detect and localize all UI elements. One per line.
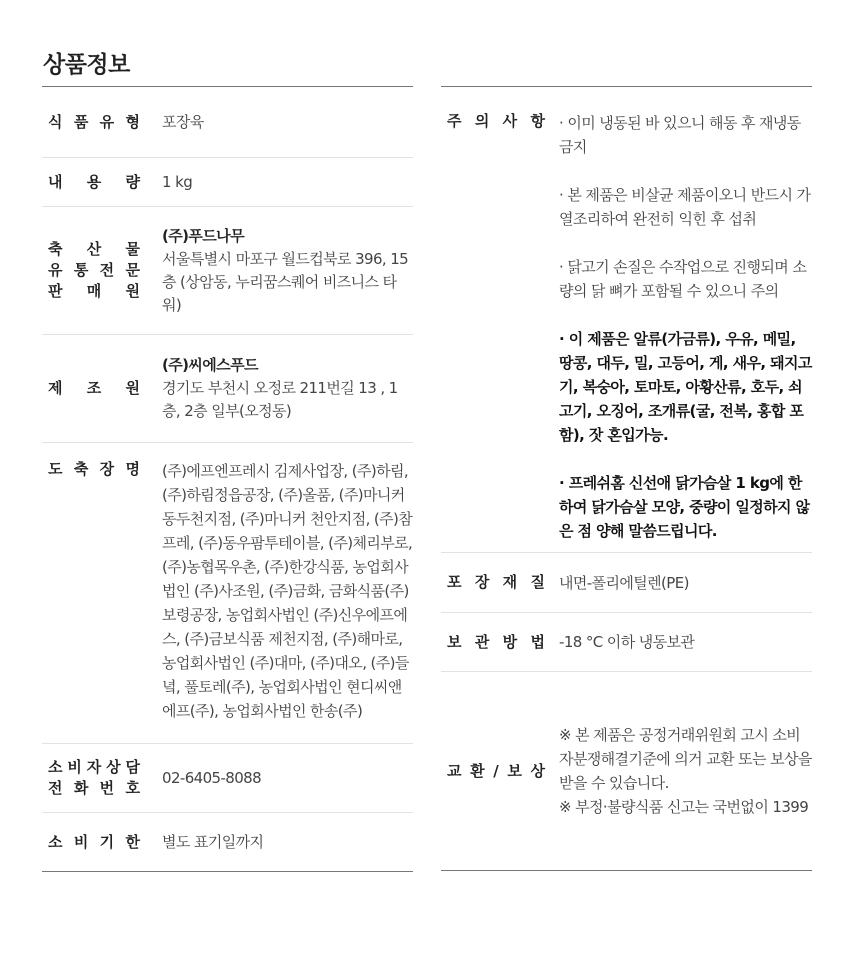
label-char: 명 [125, 460, 140, 478]
label-char: 주 [447, 112, 462, 130]
seller-value [140, 225, 413, 317]
label-line [48, 778, 140, 799]
row-consult [42, 743, 413, 812]
label-char: 비 [73, 832, 89, 851]
label-char: 번 [99, 779, 115, 797]
label-char: 교 [447, 761, 462, 780]
label-char: 상 [530, 761, 545, 780]
label-char: 제 [48, 379, 63, 397]
label-line [48, 112, 140, 133]
label-char: 방 [502, 632, 518, 651]
label-char: 산 [86, 240, 102, 258]
row-storage [441, 612, 812, 671]
label-char: 상 [106, 758, 121, 776]
label-char: 원 [125, 282, 140, 300]
right-info-table [441, 86, 812, 871]
expiry-label [42, 832, 140, 853]
label-line [48, 260, 140, 281]
label-char: 한 [125, 832, 140, 851]
storage-value: -18 °C 이하 냉동보관 [559, 633, 695, 651]
label-char: 소 [48, 758, 63, 776]
label-line [48, 459, 140, 480]
row-capacity [42, 157, 413, 206]
slaughterhouse-label [42, 459, 140, 480]
packaging-label [441, 572, 545, 593]
label-line [447, 632, 545, 653]
manufacturer-label [42, 378, 140, 399]
label-char: 매 [86, 282, 102, 300]
label-char: 의 [474, 112, 490, 130]
label-char: 유 [99, 112, 115, 131]
manufacturer-value [140, 354, 413, 423]
row-slaughterhouse [42, 442, 413, 743]
label-line [447, 572, 545, 593]
exchange-note-report: ※ 부정·불량식품 신고는 국번없이 1399 [559, 798, 809, 816]
label-char: 판 [48, 282, 63, 300]
manufacturer-name: (주)씨에스푸드 [162, 356, 258, 374]
page-title: 상품정보 [43, 52, 130, 78]
label-char: 용 [86, 172, 102, 191]
exchange-label [441, 761, 545, 782]
label-line [447, 761, 545, 782]
row-expiry [42, 812, 413, 871]
seller-address: 서울특별시 마포구 월드컵북로 396, 15층 (상암동, 누리꿈스퀘어 비즈니스 타워) [162, 249, 409, 314]
consult-phone: 02-6405-8088 [162, 769, 262, 787]
label-char: 사 [502, 112, 518, 130]
label-char: 항 [530, 112, 545, 130]
label-char: 환 [470, 761, 485, 780]
caution-note-cook: · 본 제품은 비살균 제품이오니 반드시 가열조리하여 완전히 익힌 후 섭취 [559, 186, 811, 228]
label-char: 량 [125, 172, 140, 191]
label-char: 조 [86, 379, 102, 397]
consult-label [42, 757, 140, 799]
caution-note-refreeze: · 이미 냉동된 바 있으니 해동 후 재냉동 금지 [559, 114, 801, 156]
caution-note-allergy: · 이 제품은 알류(가금류), 우유, 메밀, 땅콩, 대두, 밀, 고등어, 게, 새우, 돼지고기, 복숭아, 토마토, 아황산류, 호두, 쇠고기, 오징어, 조개류(굴, 전복, 홍합 포함), 잣 혼입가능. [559, 330, 812, 444]
label-line [48, 757, 140, 778]
row-caution [441, 87, 812, 552]
caution-note-bone: · 닭고기 손질은 수작업으로 진행되며 소량의 닭 뼈가 포함될 수 있으니 주의 [559, 258, 807, 300]
label-char: 포 [447, 573, 462, 591]
storage-label [441, 632, 545, 653]
seller-name: (주)푸드나무 [162, 226, 244, 245]
label-char: 품 [73, 112, 89, 131]
label-char: 담 [125, 758, 140, 776]
label-char: 도 [48, 460, 63, 478]
label-char: 형 [125, 112, 140, 131]
label-char: 장 [474, 573, 490, 591]
exchange-value [545, 723, 812, 819]
label-char: 축 [73, 460, 89, 478]
food-type-label [42, 112, 140, 133]
label-line [447, 111, 545, 132]
label-char: 전 [99, 261, 115, 279]
label-char: / [493, 761, 499, 780]
label-char: 식 [48, 112, 63, 131]
label-char: 보 [507, 761, 522, 780]
label-char: 문 [125, 261, 140, 279]
row-exchange [441, 671, 812, 870]
packaging-value: 내면-폴리에틸렌(PE) [559, 573, 689, 592]
label-line [48, 239, 140, 260]
seller-label [42, 239, 140, 302]
label-char: 관 [474, 632, 490, 651]
label-char: 보 [447, 632, 462, 651]
label-line [48, 281, 140, 302]
exchange-note-standard: ※ 본 제품은 공정거래위원회 고시 소비자분쟁해결기준에 의거 교환 또는 보상을 받을 수 있습니다. [559, 726, 812, 792]
food-type-value: 포장육 [162, 113, 204, 131]
label-char: 자 [86, 758, 102, 776]
label-char: 통 [73, 261, 89, 279]
label-char: 축 [48, 240, 63, 258]
row-food-type [42, 87, 413, 157]
label-char: 소 [48, 832, 63, 851]
row-packaging [441, 552, 812, 612]
row-manufacturer [42, 334, 413, 442]
row-seller [42, 206, 413, 334]
label-line [48, 378, 140, 399]
label-char: 원 [125, 379, 140, 397]
caution-label [441, 111, 545, 132]
label-char: 화 [73, 779, 89, 797]
capacity-value: 1 kg [162, 173, 193, 191]
slaughterhouse-value: (주)에프엔프레시 김제사업장, (주)하림, (주)하림정읍공장, (주)올품, (주)마니커 동두천지점, (주)마니커 천안지점, (주)참프레, (주)동우팜투테이블, (주)체리부로, (주)농협목우촌, (주)한강식품, 농업회사법인 (주)사조원, (주)금화, 금화식품(주)보령공장, 농업회사법인 (주)신우에프에스, (주)금보식품 제천지점, (주)해마로, 농업회사법인 (주)대마, (주)대오, (주)들녘, 풀토레(주), 농업회사법인 현디씨앤에프(주), 농업회사법인 한송(주) [162, 462, 413, 720]
label-char: 장 [99, 460, 115, 478]
label-char: 법 [530, 632, 545, 651]
manufacturer-address: 경기도 부천시 오정로 211번길 13 , 1층, 2층 일부(오정동) [162, 379, 398, 420]
label-char: 비 [67, 758, 82, 776]
label-char: 물 [125, 240, 140, 258]
label-char: 유 [48, 261, 63, 279]
label-char: 내 [48, 172, 63, 191]
expiry-value: 별도 표기일까지 [162, 833, 264, 851]
left-info-table [42, 86, 413, 872]
label-char: 기 [99, 832, 115, 851]
label-char: 질 [530, 573, 545, 591]
label-line [48, 832, 140, 853]
label-line [48, 172, 140, 193]
caution-value [545, 111, 812, 543]
label-char: 호 [125, 779, 140, 797]
label-char: 재 [502, 573, 518, 591]
label-char: 전 [48, 779, 63, 797]
capacity-label [42, 172, 140, 193]
caution-note-shape: · 프레쉬홈 신선애 닭가슴살 1 kg에 한하여 닭가슴살 모양, 중량이 일정하지 않은 점 양해 말씀드립니다. [559, 474, 810, 540]
